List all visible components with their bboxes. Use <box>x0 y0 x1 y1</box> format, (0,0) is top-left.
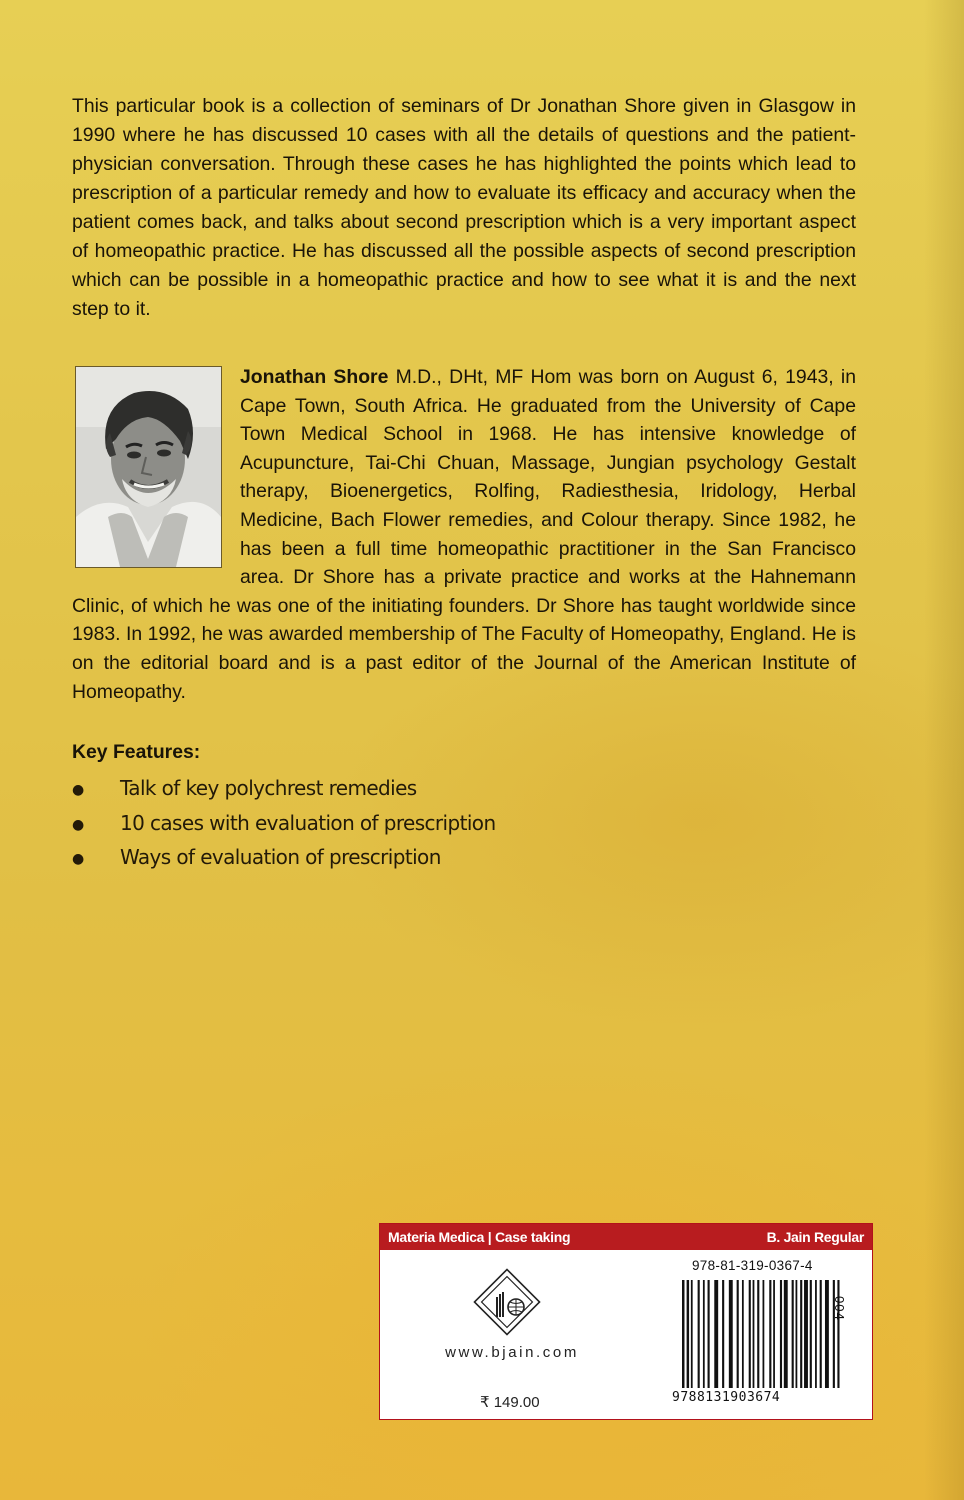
barcode-bar <box>708 1280 710 1388</box>
author-name: Jonathan Shore <box>240 366 389 388</box>
barcode-bar <box>687 1280 689 1388</box>
category-label: Materia Medica | Case taking <box>388 1229 571 1245</box>
barcode-bar <box>737 1280 739 1388</box>
barcode-bar <box>780 1280 782 1388</box>
barcode-bar <box>749 1280 751 1388</box>
barcode-bar <box>825 1280 829 1388</box>
author-bio <box>72 363 856 706</box>
barcode-bar <box>703 1280 705 1388</box>
barcode-bar <box>769 1280 771 1388</box>
spine-shadow <box>924 0 964 1500</box>
barcode-bar <box>729 1280 733 1388</box>
barcode-bar <box>753 1280 755 1388</box>
barcode-bar <box>722 1280 724 1388</box>
barcode-bar <box>792 1280 794 1388</box>
author-bio-text: M.D., DHt, MF Hom was born on August 6, 1943, in Cape Town, South Africa. He graduated from the University of Cape Town Medical School in 1968. He has intensive knowledge of Acupuncture, Tai-Chi Chuan, Massage, Jungian psychology Gestalt therapy, Bioenergetics, Rolfing, Radiesthesia, Iridology, Herbal Medicine, Bach Flower remedies, and Colour therapy. Since 1982, he has been a full time homeopathic practitioner in the San Francisco area. Dr Shore has a private practice and works at the Hahnemann Clinic, of which he was one of the initiating founders. Dr Shore has taught worldwide since 1983. In 1992, he was awarded membership of The Faculty of Homeopathy, England. He is on the editorial board and is a past editor of the Journal of the American Institute of Homeopathy. <box>72 366 857 703</box>
barcode-bar <box>810 1280 812 1388</box>
barcode-bar <box>763 1280 765 1388</box>
price-code-label: 004 <box>832 1296 847 1321</box>
barcode-bar <box>757 1280 759 1388</box>
publisher-logo-icon <box>472 1267 542 1337</box>
barcode-bar <box>815 1280 817 1388</box>
barcode-bar <box>691 1280 693 1388</box>
isbn-label: 978-81-319-0367-4 <box>692 1258 813 1273</box>
barcode-bar <box>682 1280 684 1388</box>
bullet-icon: ● <box>72 782 84 798</box>
bullet-icon: ● <box>72 816 84 833</box>
barcode-digits: 9788131903674 <box>672 1390 781 1405</box>
barcode-bar <box>796 1280 798 1388</box>
website-link[interactable]: www.bjain.com <box>445 1344 579 1361</box>
barcode-bar <box>784 1280 788 1388</box>
price-label: ₹ 149.00 <box>480 1394 540 1411</box>
barcode-bar <box>742 1280 744 1388</box>
barcode-image <box>680 1280 844 1388</box>
key-features-title: Key Features: <box>72 741 201 763</box>
barcode-bar <box>820 1280 822 1388</box>
barcode-bar <box>800 1280 802 1388</box>
category-bar <box>380 1224 872 1250</box>
series-label: B. Jain Regular <box>766 1229 864 1245</box>
intro-paragraph: This particular book is a collection of seminars of Dr Jonathan Shore given in Glasgow in 1990 where he has discussed 10 cases with all the details of questions and the patient-physician conversation. Through these cases he has highlighted the points which lead to prescription of a particular remedy and how to evaluate its efficacy and accuracy when the patient comes back, and talks about second prescription which is a very important aspect of homeopathic practice. He has discussed all the possible aspects of second prescription which can be possible in a homeopathic practice and how to see what it is and the next step to it. <box>72 95 856 320</box>
barcode-bar <box>698 1280 700 1388</box>
barcode-bar <box>773 1280 775 1388</box>
publisher-box <box>379 1223 873 1420</box>
barcode-bar <box>714 1280 718 1388</box>
bullet-icon: ● <box>72 851 84 867</box>
barcode-bar <box>804 1280 808 1388</box>
